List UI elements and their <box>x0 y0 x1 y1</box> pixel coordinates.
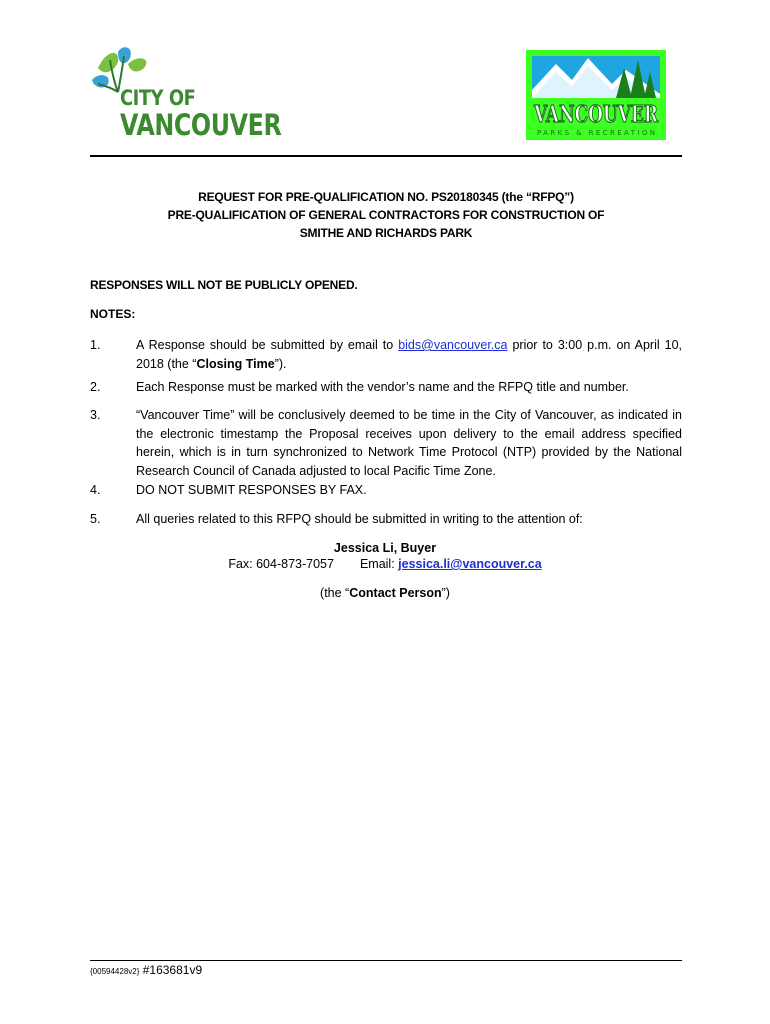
contact-person-term: Contact Person <box>349 586 442 600</box>
footer-rule <box>90 960 682 961</box>
note-5 <box>90 510 682 530</box>
note-4 <box>90 481 682 501</box>
reference-small: {00594428v2} <box>90 967 140 976</box>
note-number: 1. <box>90 338 101 352</box>
note-1-text-mid: prior to 3:00 p.m. on April 10, 2018 (the “ <box>136 338 682 371</box>
note-3 <box>90 406 682 482</box>
contact-email-link[interactable]: jessica.li@vancouver.ca <box>398 557 542 571</box>
parks-logo-name: VANCOUVER <box>533 101 659 128</box>
note-text: Each Response must be marked with the vendor’s name and the RFPQ title and number. <box>136 380 629 394</box>
city-of-vancouver-logo <box>88 46 288 146</box>
logo-city-of: CITY OF <box>120 86 196 110</box>
contact-role-end: ”) <box>441 586 450 600</box>
note-number: 3. <box>90 408 101 422</box>
contact-role-start: (the “ <box>320 586 350 600</box>
bids-email-link[interactable]: bids@vancouver.ca <box>398 338 508 352</box>
contact-email-label: Email: <box>359 557 399 571</box>
parks-logo-tagline: PARKS & RECREATION <box>537 129 655 137</box>
note-text: DO NOT SUBMIT RESPONSES BY FAX. <box>136 483 367 497</box>
note-1 <box>90 336 682 374</box>
contact-role <box>135 584 635 602</box>
contact-fax: Fax: 604-873-7057 <box>228 557 334 571</box>
responses-heading: RESPONSES WILL NOT BE PUBLICLY OPENED. <box>90 278 358 292</box>
vancouver-parks-logo <box>526 50 666 140</box>
note-text: “Vancouver Time” will be conclusively deemed to be time in the City of Vancouver, as indicated in the electronic timestamp the Proposal receives upon delivery to the email address specified herein, which is in turn synchronized to Network Time Protocol (NTP) provided by the National Research Council of Canada adjusted to local Pacific Time Zone. <box>136 408 682 478</box>
closing-time-term: Closing Time <box>196 356 275 371</box>
title-line-3: SMITHE AND RICHARDS PARK <box>299 226 473 240</box>
note-2 <box>90 378 682 398</box>
header-rule <box>90 155 682 157</box>
contact-details <box>135 555 635 573</box>
note-number: 4. <box>90 483 101 497</box>
contact-name: Jessica Li, Buyer <box>333 541 437 555</box>
note-text: All queries related to this RFPQ should be submitted in writing to the attention of: <box>136 512 583 526</box>
title-line-2: PRE-QUALIFICATION OF GENERAL CONTRACTORS FOR CONSTRUCTION OF <box>167 208 605 222</box>
note-1-text-end: ”). <box>274 356 287 371</box>
note-number: 5. <box>90 512 101 526</box>
notes-heading: NOTES: <box>90 307 136 321</box>
logo-vancouver: VANCOUVER <box>120 108 282 142</box>
document-title <box>90 188 682 242</box>
note-number: 2. <box>90 380 101 394</box>
note-text <box>136 336 682 373</box>
title-line-1: REQUEST FOR PRE-QUALIFICATION NO. PS20180345 (the “RFPQ”) <box>198 190 574 204</box>
reference-number: #163681v9 <box>139 963 203 977</box>
document-reference <box>90 963 202 977</box>
note-1-text-start: A Response should be submitted by email to <box>136 338 399 352</box>
